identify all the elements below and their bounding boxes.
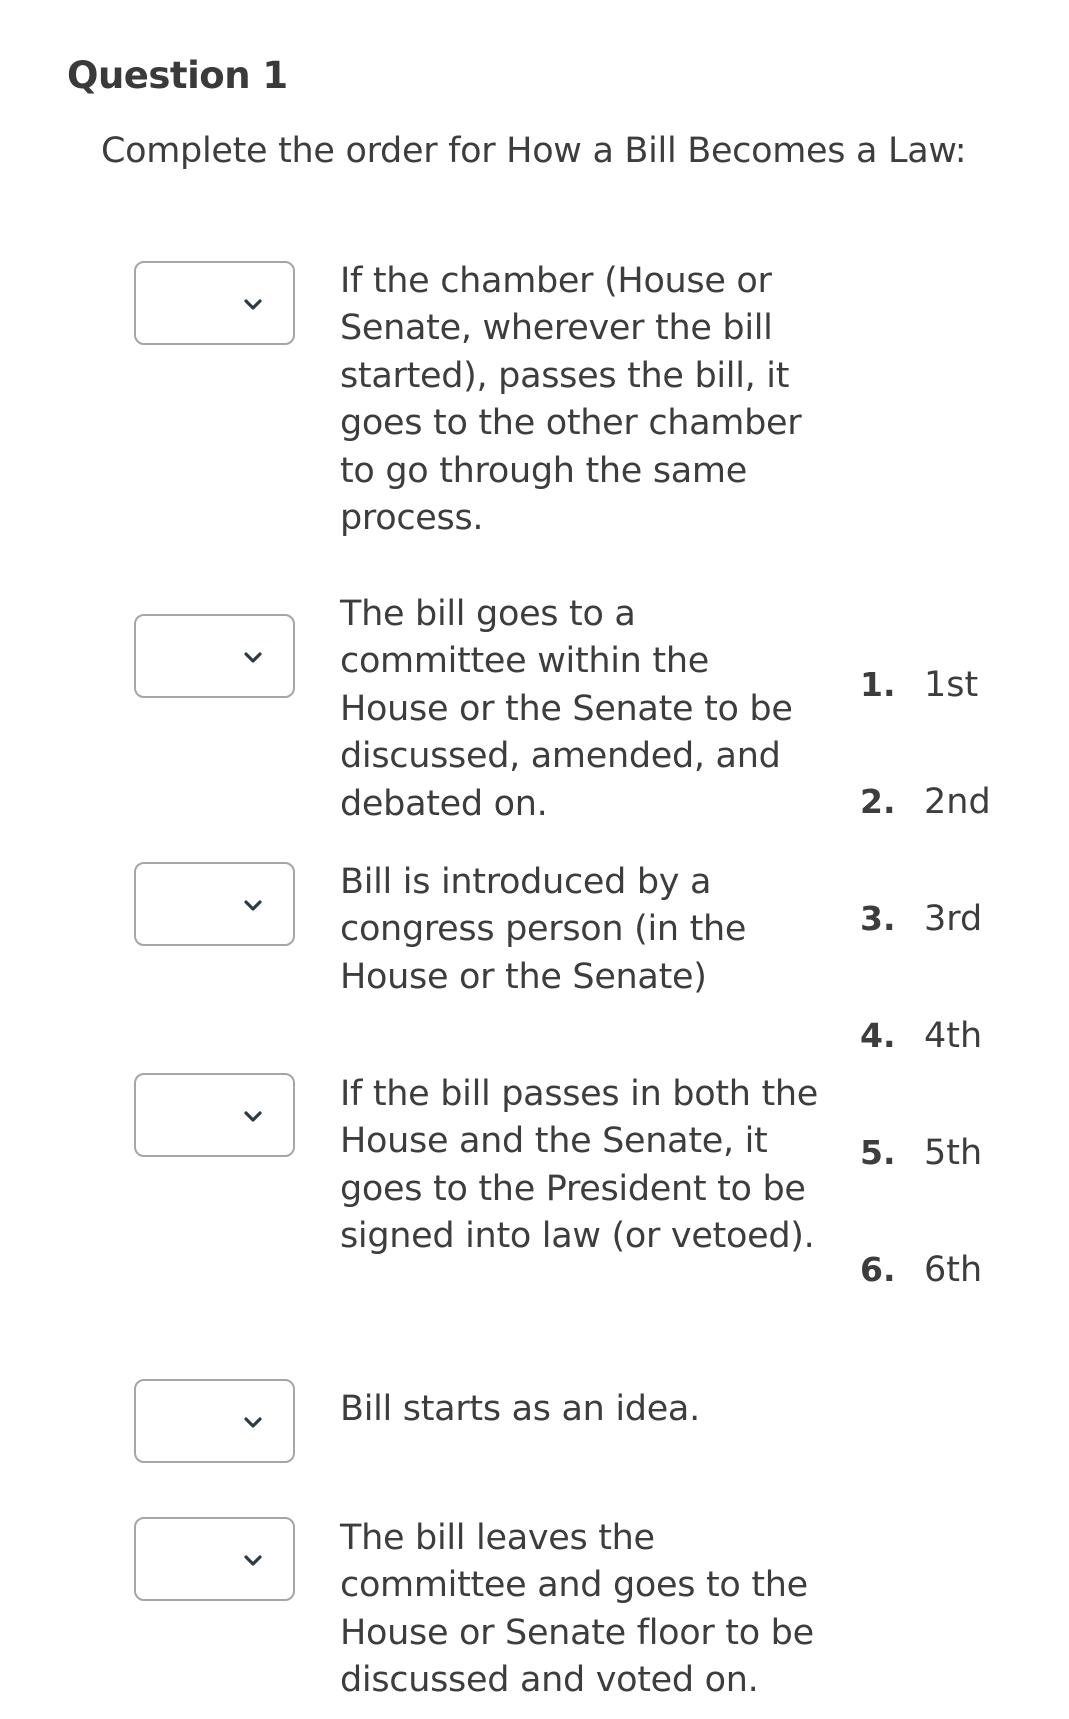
order-select-4[interactable] [134,1073,295,1157]
option-number: 6. [860,1250,896,1289]
step-text-1: If the chamber (House or Senate, wherever the bill started), passes the bill, it goes to the other chamber to go through the same process. [340,261,802,539]
chevron-down-icon [241,894,265,918]
chevron-down-icon [241,1105,265,1129]
step-text-3: Bill is introduced by a congress person (in the House or the Senate) [340,862,747,997]
option-item [860,1016,982,1056]
step-text-4: If the bill passes in both the House and the Senate, it goes to the President to be signed into law (or vetoed). [340,1074,819,1257]
option-item [860,665,978,705]
option-number: 3. [860,899,896,938]
option-label: 1st [924,665,979,705]
option-number: 5. [860,1133,896,1172]
option-number: 1. [860,665,896,704]
chevron-down-icon [241,293,265,317]
option-label: 4th [924,1016,983,1056]
chevron-down-icon [241,646,265,670]
step-text-2: The bill goes to a committee within the House or the Senate to be discussed, amended, and debated on. [340,594,793,824]
option-label: 2nd [924,782,991,822]
question-title: Question 1 [67,54,288,97]
option-number: 2. [860,782,896,821]
step-text-6: The bill leaves the committee and goes to the House or Senate floor to be discussed and voted on. [340,1518,814,1701]
option-item [860,1133,982,1173]
option-item [860,782,991,822]
order-select-3[interactable] [134,862,295,946]
order-select-5[interactable] [134,1379,295,1463]
order-select-6[interactable] [134,1517,295,1601]
step-text-5: Bill starts as an idea. [340,1389,700,1429]
question-prompt: Complete the order for How a Bill Becomes a Law: [101,131,967,171]
order-select-1[interactable] [134,261,295,345]
option-item [860,899,982,939]
option-label: 5th [924,1133,983,1173]
chevron-down-icon [241,1411,265,1435]
option-item [860,1250,982,1290]
option-label: 3rd [924,899,983,939]
chevron-down-icon [241,1549,265,1573]
order-select-2[interactable] [134,614,295,698]
option-label: 6th [924,1250,983,1290]
option-number: 4. [860,1016,896,1055]
